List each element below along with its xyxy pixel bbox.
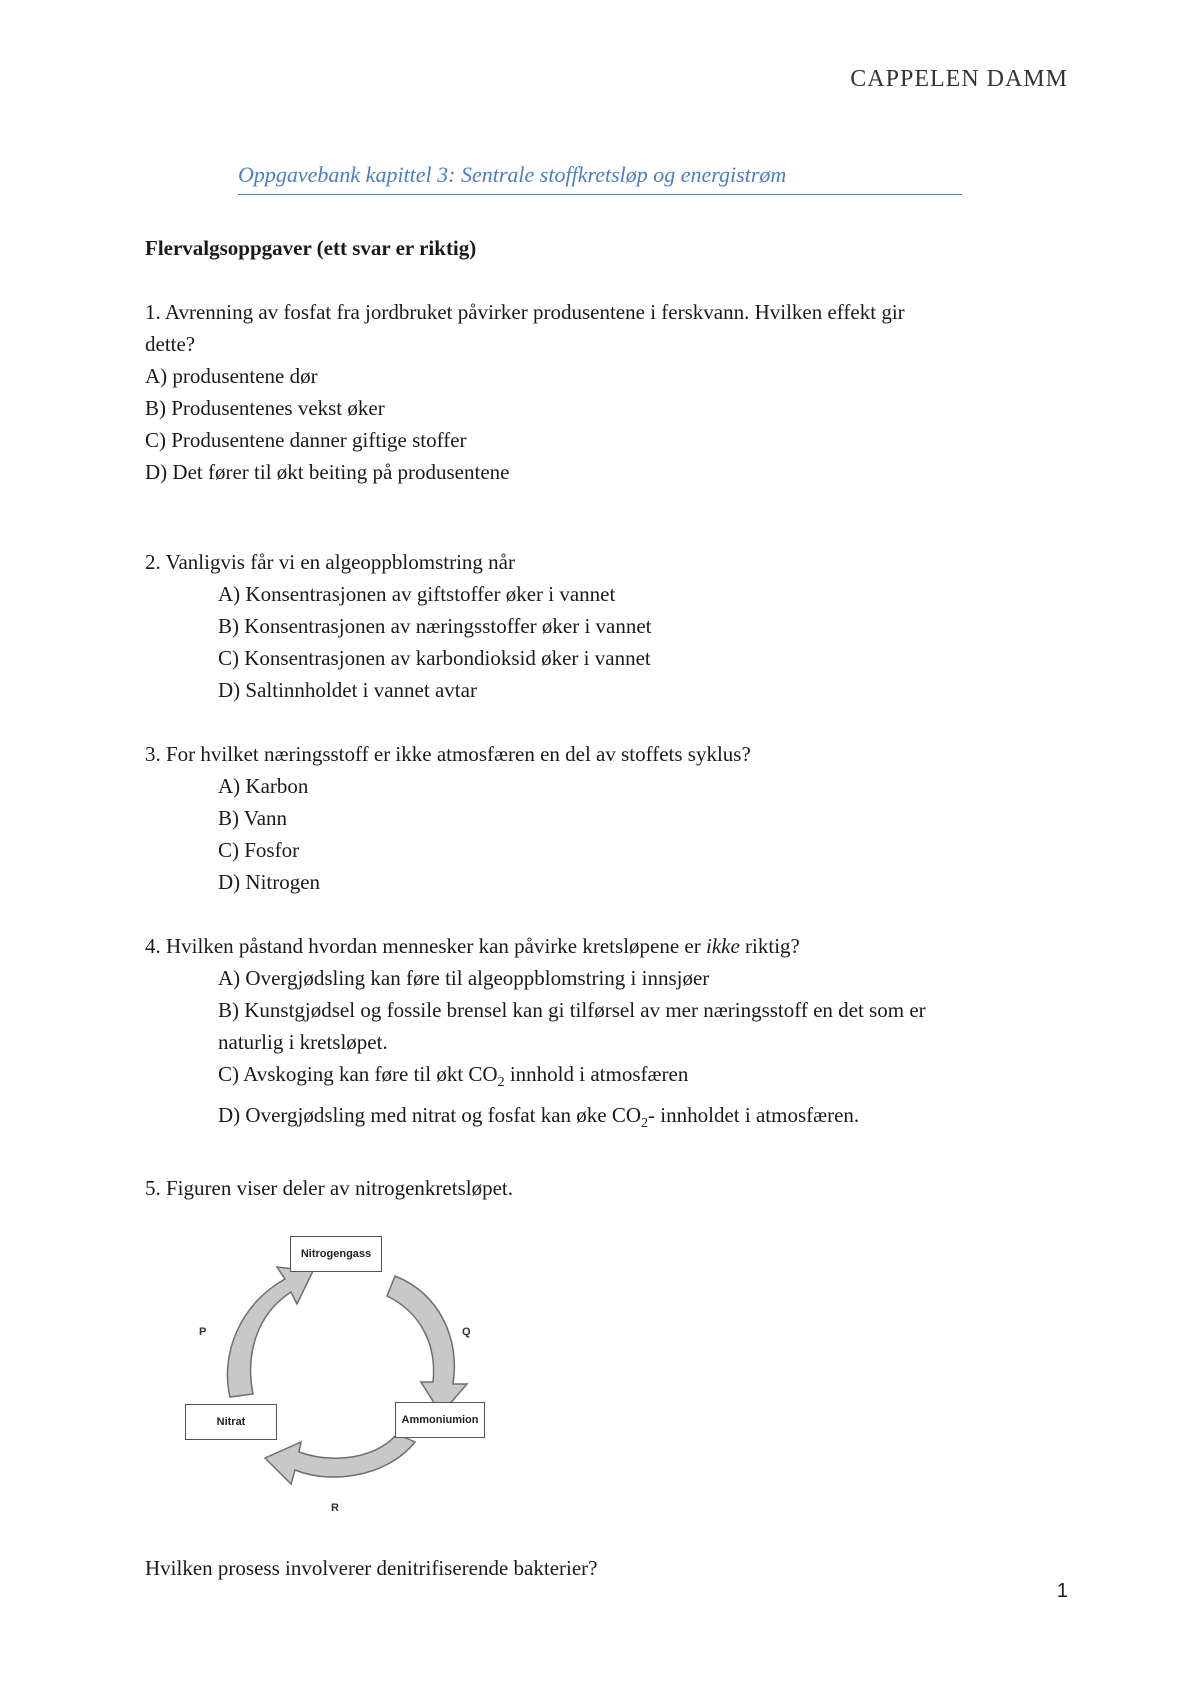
option-a: A) Overgjødsling kan føre til algeoppblomstring i innsjøer — [218, 966, 710, 990]
question-3 — [145, 738, 1045, 898]
option-b: B) Kunstgjødsel og fossile brensel kan gi tilførsel av mer næringsstoff en det som er — [218, 998, 926, 1022]
nitrogen-cycle-figure — [185, 1234, 495, 1524]
question-4-text: 4. Hvilken påstand hvordan mennesker kan påvirke kretsløpene er ikke riktig? — [145, 934, 800, 958]
box-nitrogengass: Nitrogengass — [290, 1236, 382, 1272]
option-b-cont: naturlig i kretsløpet. — [218, 1030, 388, 1054]
box-nitrat: Nitrat — [185, 1404, 277, 1440]
option-b: B) Produsentenes vekst øker — [145, 396, 385, 420]
question-5 — [145, 1172, 1045, 1584]
option-d: D) Nitrogen — [218, 870, 321, 894]
arrow-p — [227, 1267, 313, 1397]
document-body — [145, 232, 1045, 1584]
question-1 — [145, 296, 1045, 488]
page-number: 1 — [1056, 1580, 1068, 1602]
emphasis-ikke: ikke — [705, 934, 740, 958]
page-title: Oppgavebank kapittel 3: Sentrale stoffkretsløp og energistrøm — [238, 162, 962, 195]
option-c: C) Fosfor — [218, 838, 300, 862]
option-a: A) Karbon — [218, 774, 309, 798]
cycle-arrows — [185, 1234, 495, 1524]
option-d: D) Saltinnholdet i vannet avtar — [218, 678, 477, 702]
option-d: D) Overgjødsling med nitrat og fosfat kan øke $CO_2-$ innholdet i atmosfæren. — [218, 1103, 860, 1132]
option-c: C) Avskoging kan føre til økt $CO_2$ innhold i atmosfæren — [218, 1062, 689, 1091]
question-2-text: 2. Vanligvis får vi en algeoppblomstring når — [145, 550, 515, 574]
option-b: B) Vann — [218, 806, 288, 830]
box-ammoniumion: Ammoniumion — [395, 1402, 485, 1438]
question-2 — [145, 546, 1045, 706]
publisher-logo: CAPPELEN DAMM — [850, 66, 1068, 92]
arrow-q — [387, 1276, 467, 1414]
arrow-r — [265, 1434, 415, 1484]
section-heading: Flervalgsoppgaver (ett svar er riktig) — [145, 236, 477, 260]
label-p: P — [199, 1326, 207, 1339]
option-b: B) Konsentrasjonen av næringsstoffer øker i vannet — [218, 614, 652, 638]
option-d: D) Det fører til økt beiting på produsentene — [145, 460, 510, 484]
label-r: R — [331, 1502, 339, 1515]
question-5-text: 5. Figuren viser deler av nitrogenkretsløpet. — [145, 1176, 513, 1201]
label-q: Q — [462, 1326, 471, 1339]
question-5-subquestion: Hvilken prosess involverer denitrifiserende bakterier? — [145, 1556, 598, 1581]
question-4 — [145, 930, 1045, 1140]
option-a: A) produsentene dør — [145, 364, 318, 388]
question-3-text: 3. For hvilket næringsstoff er ikke atmosfæren en del av stoffets syklus? — [145, 742, 751, 766]
question-1-text: 1. Avrenning av fosfat fra jordbruket påvirker produsentene i ferskvann. Hvilken effekt gir — [145, 300, 905, 324]
question-1-text-cont: dette? — [145, 332, 196, 356]
option-c: C) Produsentene danner giftige stoffer — [145, 428, 467, 452]
option-c: C) Konsentrasjonen av karbondioksid øker i vannet — [218, 646, 651, 670]
option-a: A) Konsentrasjonen av giftstoffer øker i vannet — [218, 582, 616, 606]
